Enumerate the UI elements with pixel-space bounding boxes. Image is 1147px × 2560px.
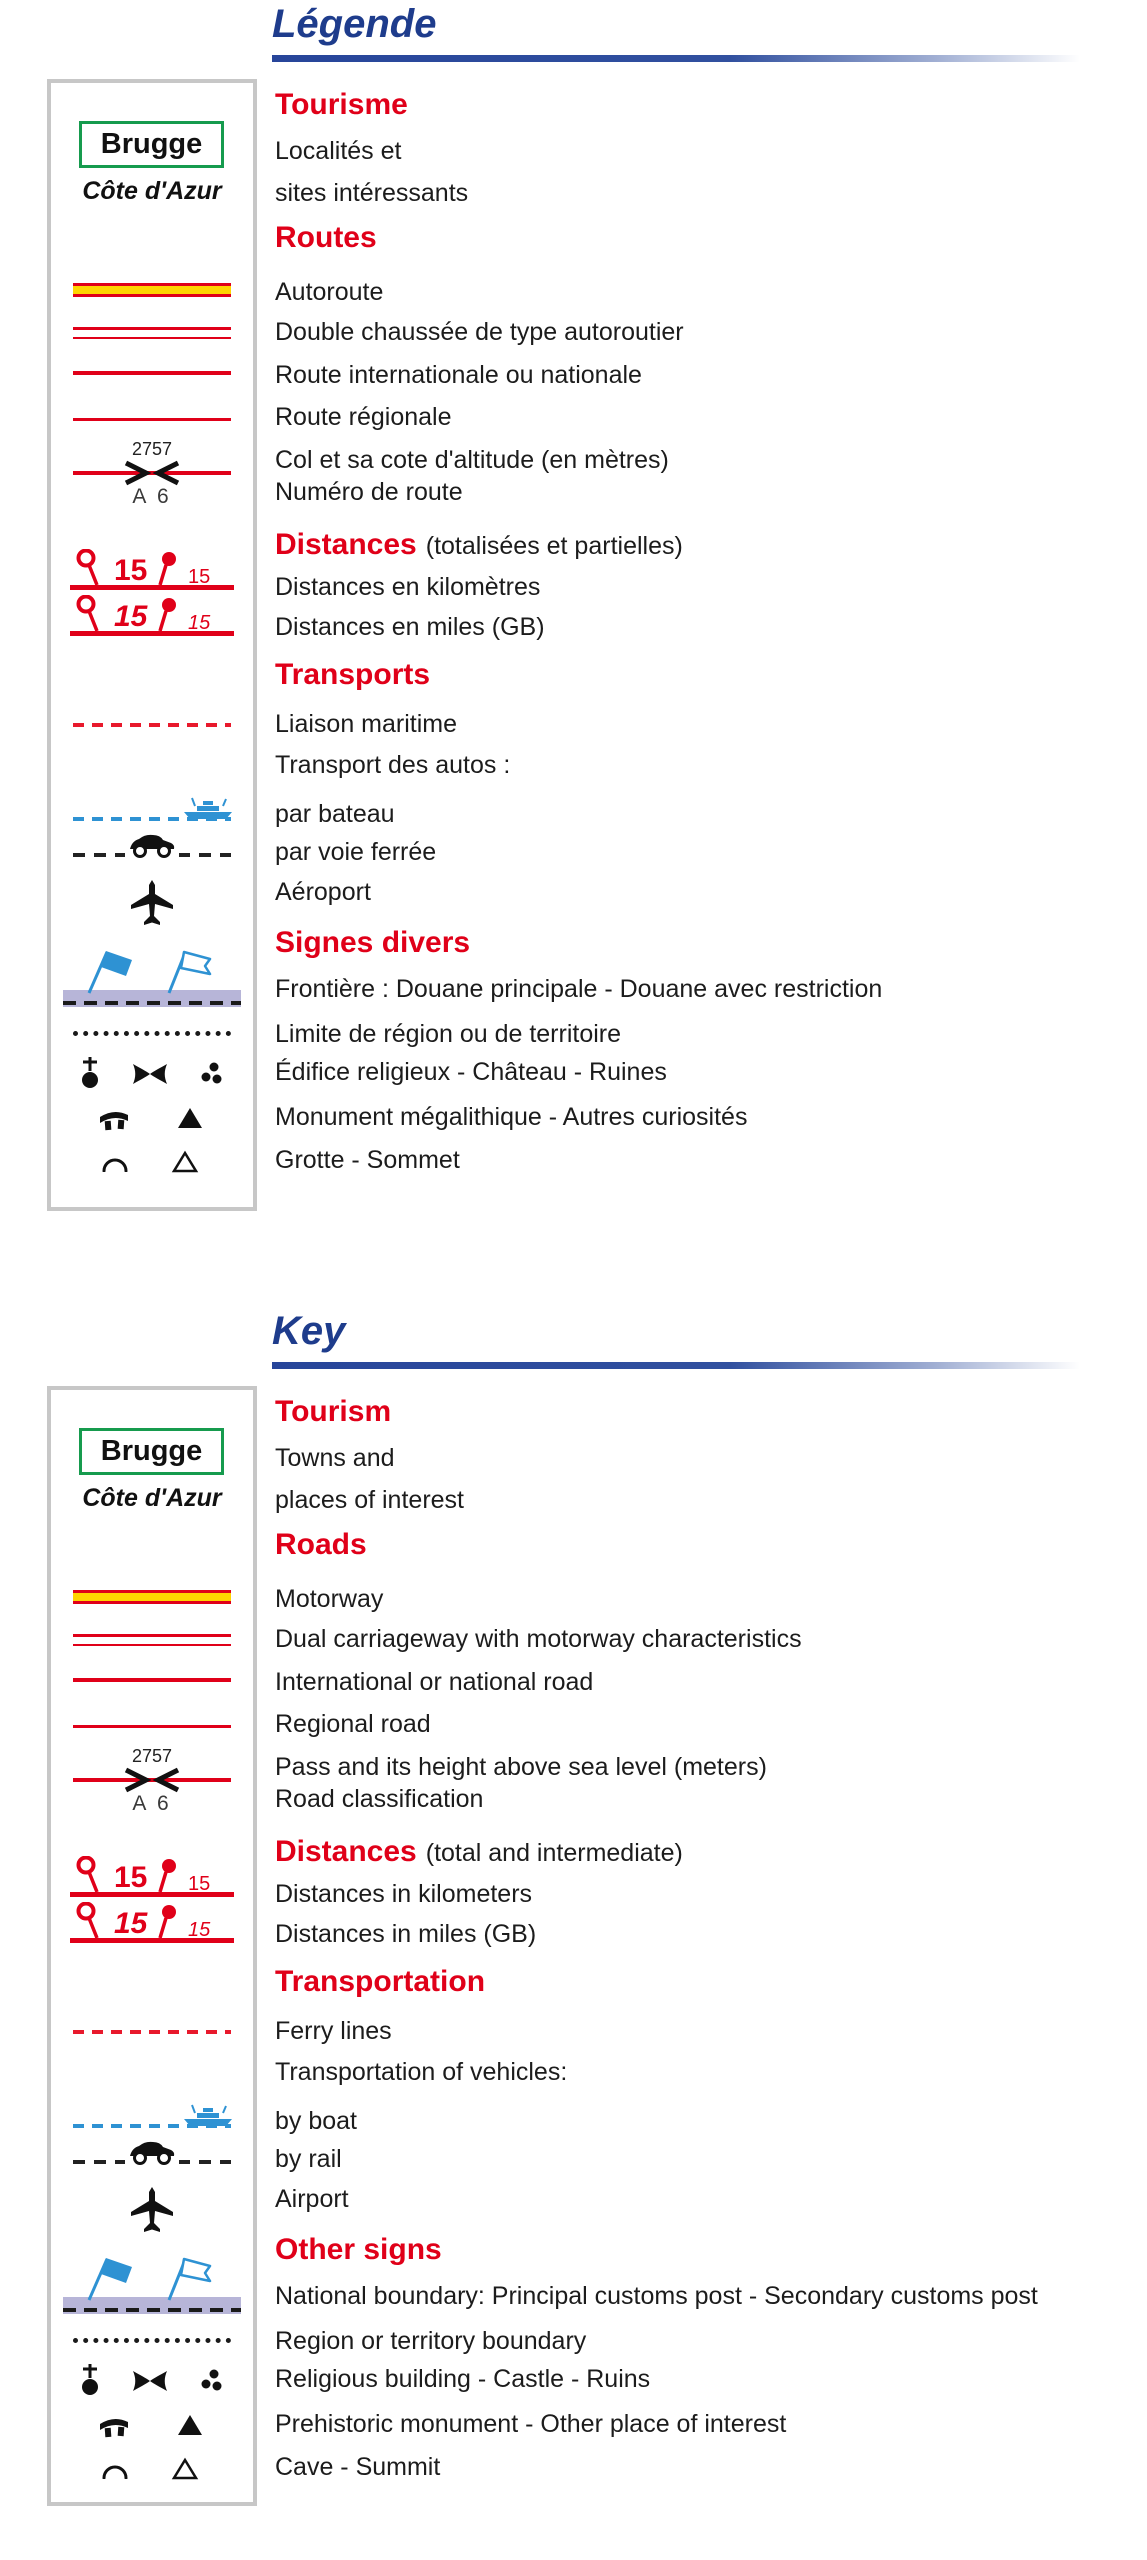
ruins-icon [200,2369,224,2393]
filled-flag-icon [85,2256,135,2302]
filled-pin-icon [162,552,176,566]
symbols-panel [47,1386,257,2506]
mi-total-value: 15 [114,1907,148,1940]
boat-transport-line-symbol [73,817,231,821]
section-title-en: Key [272,1309,346,1353]
legend-entry: Dual carriageway with motorway characteristics [275,1625,802,1653]
heading-roads: Roads [275,1528,367,1561]
km-total-value: 15 [114,554,148,587]
religious-building-icon [79,2362,101,2398]
legend-entry: Route régionale [275,403,452,431]
legend-entry: Route internationale ou nationale [275,361,642,389]
town-name-box: Brugge [79,1428,224,1475]
legend-entry: Region or territory boundary [275,2327,587,2355]
national-boundary-symbol [63,2264,241,2314]
legend-entry: Distances en kilomètres [275,573,541,601]
legend-entry: Religious building - Castle - Ruins [275,2365,651,2393]
symbols-panel [47,79,257,1211]
motorway-line-symbol [73,283,231,297]
legend-section-en [0,1307,1147,2560]
distance-km-symbol [70,1856,234,1898]
open-pin-icon [79,597,94,612]
town-name-box: Brugge [79,121,224,168]
national-boundary-symbol [63,957,241,1007]
legend-entry: Distances en miles (GB) [275,613,545,641]
symbols-panel-inner [51,1390,253,2502]
legend-entry: International or national road [275,1668,594,1696]
car-icon [125,832,179,858]
legend-entry: Towns and [275,1444,395,1472]
heading-distances-suffix: (totalisées et partielles) [425,532,683,560]
heading-other-signs: Other signs [275,2233,442,2266]
summit-icon [171,1150,199,1174]
legend-entry: Transportation of vehicles: [275,2058,568,2086]
ferry-line-symbol [73,2030,231,2034]
legend-entry: Numéro de route [275,478,463,506]
legend-entry: Localités et [275,137,402,165]
international-road-line-symbol [73,1678,231,1682]
filled-flag-icon [85,949,135,995]
region-boundary-symbol [73,2338,231,2343]
regional-road-line-symbol [73,1725,231,1728]
pass-elevation-label: 2757 [131,439,173,459]
rail-transport-line-symbol [73,2160,231,2164]
km-partial-value: 15 [188,566,211,588]
legend-entry: places of interest [275,1486,464,1514]
poi-triangle-icon [176,1106,204,1130]
open-pin-icon [79,1904,94,1919]
section-title-fr: Légende [272,2,437,46]
prehistoric-monument-icon [98,2414,130,2438]
open-pin-icon [79,1858,94,1873]
ferry-boat-icon [183,795,235,821]
pass-arrows-icon [120,458,184,488]
legend-entry: Grotte - Sommet [275,1146,460,1174]
dual-carriageway-line-symbol [73,1634,231,1646]
heading-distances-main: Distances [275,1835,417,1868]
legend-entry: Aéroport [275,878,371,906]
filled-pin-icon [162,1859,176,1873]
pass-elevation-label: 2757 [131,1746,173,1766]
title-rule [272,55,1105,62]
regional-road-line-symbol [73,418,231,421]
outline-flag-icon [165,949,215,995]
route-number-label: A 6 [132,1792,172,1815]
area-name-label: Côte d'Azur [82,1484,222,1512]
dual-carriageway-line-symbol [73,327,231,339]
summit-icon [171,2457,199,2481]
international-road-line-symbol [73,371,231,375]
mi-total-value: 15 [114,600,148,633]
heading-transports: Transports [275,658,431,691]
legend-entry: sites intéressants [275,179,469,207]
heading-routes: Routes [275,221,377,254]
route-number-label: A 6 [132,485,172,508]
legend-entry: Distances in miles (GB) [275,1920,537,1948]
motorway-line-symbol [73,1590,231,1604]
filled-pin-icon [162,598,176,612]
heading-transportation: Transportation [275,1965,486,1998]
title-rule [272,1362,1105,1369]
outline-flag-icon [165,2256,215,2302]
legend-entry: par bateau [275,800,395,828]
mi-partial-value: 15 [188,612,211,634]
castle-icon [130,1061,170,1087]
symbols-panel-inner [51,83,253,1207]
pass-arrows-icon [120,1765,184,1795]
ferry-boat-icon [183,2102,235,2128]
legend-entry: Road classification [275,1785,484,1813]
heading-distances [275,1835,683,1870]
legend-entry: Regional road [275,1710,431,1738]
km-total-value: 15 [114,1861,148,1894]
boat-transport-line-symbol [73,2124,231,2128]
legend-entry: Motorway [275,1585,384,1613]
heading-tourism: Tourism [275,1395,392,1428]
legend-entry: par voie ferrée [275,838,437,866]
legend-entry: Double chaussée de type autoroutier [275,318,684,346]
legend-entry: Limite de région ou de territoire [275,1020,622,1048]
legend-entry: Monument mégalithique - Autres curiosités [275,1103,748,1131]
legend-entry: Prehistoric monument - Other place of interest [275,2410,787,2438]
legend-entry: Frontière : Douane principale - Douane avec restriction [275,975,883,1003]
legend-entry: Ferry lines [275,2017,392,2045]
legend-entry: Col et sa cote d'altitude (en mètres) [275,446,669,474]
airplane-icon [126,878,178,928]
legend-entry: Autoroute [275,278,384,306]
km-partial-value: 15 [188,1873,211,1895]
rail-transport-line-symbol [73,853,231,857]
legend-entry: Édifice religieux - Château - Ruines [275,1058,667,1086]
cave-icon [100,1154,130,1172]
filled-pin-icon [162,1905,176,1919]
open-pin-icon [79,551,94,566]
legend-entry: National boundary: Principal customs post - Secondary customs post [275,2282,1038,2310]
legend-entry: Liaison maritime [275,710,458,738]
heading-tourisme: Tourisme [275,88,408,121]
ruins-icon [200,1062,224,1086]
boundary-dash-line [63,1001,241,1005]
heading-signes-divers: Signes divers [275,926,471,959]
prehistoric-monument-icon [98,1107,130,1131]
distance-km-symbol [70,549,234,591]
area-name-label: Côte d'Azur [82,177,222,205]
legend-entry: by rail [275,2145,342,2173]
mi-partial-value: 15 [188,1919,211,1941]
religious-building-icon [79,1055,101,1091]
legend-entry: Airport [275,2185,349,2213]
legend-entry: Pass and its height above sea level (meters) [275,1753,767,1781]
ferry-line-symbol [73,723,231,727]
legend-entry: Transport des autos : [275,751,511,779]
legend-entry: Cave - Summit [275,2453,441,2481]
cave-icon [100,2461,130,2479]
airplane-icon [126,2185,178,2235]
region-boundary-symbol [73,1031,231,1036]
heading-distances-suffix: (total and intermediate) [425,1839,683,1867]
heading-distances-main: Distances [275,528,417,561]
distance-miles-symbol [70,595,234,637]
car-icon [125,2139,179,2165]
legend-entry: Distances in kilometers [275,1880,533,1908]
boundary-dash-line [63,2308,241,2312]
heading-distances [275,528,683,563]
poi-triangle-icon [176,2413,204,2437]
castle-icon [130,2368,170,2394]
distance-miles-symbol [70,1902,234,1944]
legend-entry: by boat [275,2107,358,2135]
